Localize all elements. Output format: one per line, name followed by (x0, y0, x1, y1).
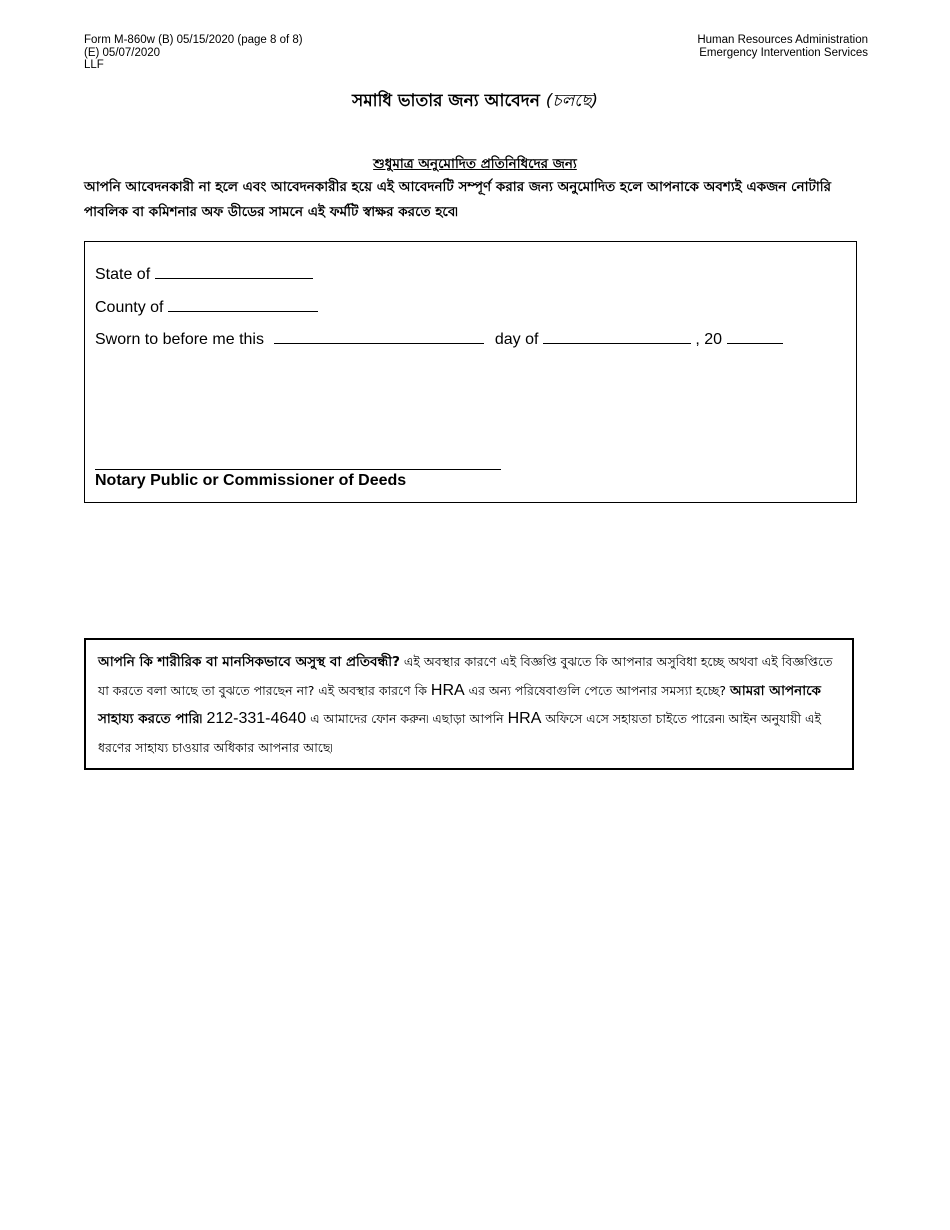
day-of-label: day of (494, 331, 539, 348)
help-text-3: এ আমাদের ফোন করুন৷ এছাড়া আপনি (306, 711, 508, 726)
month-field[interactable] (543, 327, 691, 344)
form-language-code: LLF (84, 59, 104, 71)
sworn-day-field[interactable] (274, 327, 484, 344)
agency-name: Human Resources Administration (697, 34, 868, 46)
state-field[interactable] (155, 262, 313, 279)
form-id-block (84, 34, 303, 72)
representative-instructions: আপনি আবেদনকারী না হলে এবং আবেদনকারীর হয়ে এই আবেদনটি সম্পূর্ণ করার জন্য অনুমোদিত হলে আপনাকে অবশ্যই একজন নোটারি পাবলিক বা কমিশনার অফ ডীডের সামনে এই ফর্মটি স্বাক্ষর করতে হবে৷ (84, 179, 832, 220)
agency-block (697, 34, 868, 59)
help-text-1: এই অবস্থার কারণে এই বিজ্ঞপ্তি বুঝতে কি আপনার অসুবিধা হচ্ছে অথবা এই বিজ্ঞপ্তিতে যা করতে বলা আছে তা বুঝতে পারছেন না? এই অবস্থার কারণে কি (98, 654, 833, 698)
help-hra-2: HRA (507, 710, 542, 727)
form-number: Form M-860w (B) 05/15/2020 (page 8 of 8) (84, 34, 303, 46)
state-row (95, 262, 313, 284)
page-title-continued: (চলছে) (545, 91, 599, 111)
representative-heading: শুধুমাত্র অনুমোদিত প্রতিনিধিদের জন্য (373, 156, 577, 172)
sworn-label: Sworn to before me this (95, 331, 264, 348)
notary-section (84, 241, 857, 503)
year-prefix-label: , 20 (695, 331, 723, 348)
help-question: আপনি কি শারীরিক বা মানসিকভাবে অসুস্থ বা প্রতিবন্ধী? (98, 654, 400, 670)
sworn-row (95, 327, 783, 349)
county-label: County of (95, 299, 164, 316)
year-field[interactable] (727, 327, 783, 344)
form-revision-date: (E) 05/07/2020 (84, 46, 161, 59)
notary-signature-label: Notary Public or Commissioner of Deeds (95, 472, 407, 489)
help-text-2: এর অন্য পরিষেবাগুলি পেতে আপনার সমস্যা হচ্ছে? (464, 682, 730, 698)
help-text-4: অফিসে এসে সহায়তা চাইতে পারেন৷ আইন অনুযায়ী এই ধরণের সাহায্য চাওয়ার অধিকার আপনার আছে৷ (98, 711, 822, 755)
agency-division: Emergency Intervention Services (699, 46, 868, 59)
county-field[interactable] (168, 295, 318, 312)
notary-signature-line[interactable] (95, 469, 501, 470)
help-phone-number: 212-331-4640 (202, 710, 307, 727)
state-label: State of (95, 266, 151, 283)
help-hra-1: HRA (430, 681, 465, 699)
help-we-can-help: আমরা আপনাকে সাহায্য করতে পারি৷ (98, 682, 821, 727)
county-row (95, 295, 318, 317)
page-title (0, 88, 950, 116)
page-title-main: সমাধি ভাতার জন্য আবেদন (351, 91, 546, 111)
disability-assistance-notice (84, 638, 854, 770)
